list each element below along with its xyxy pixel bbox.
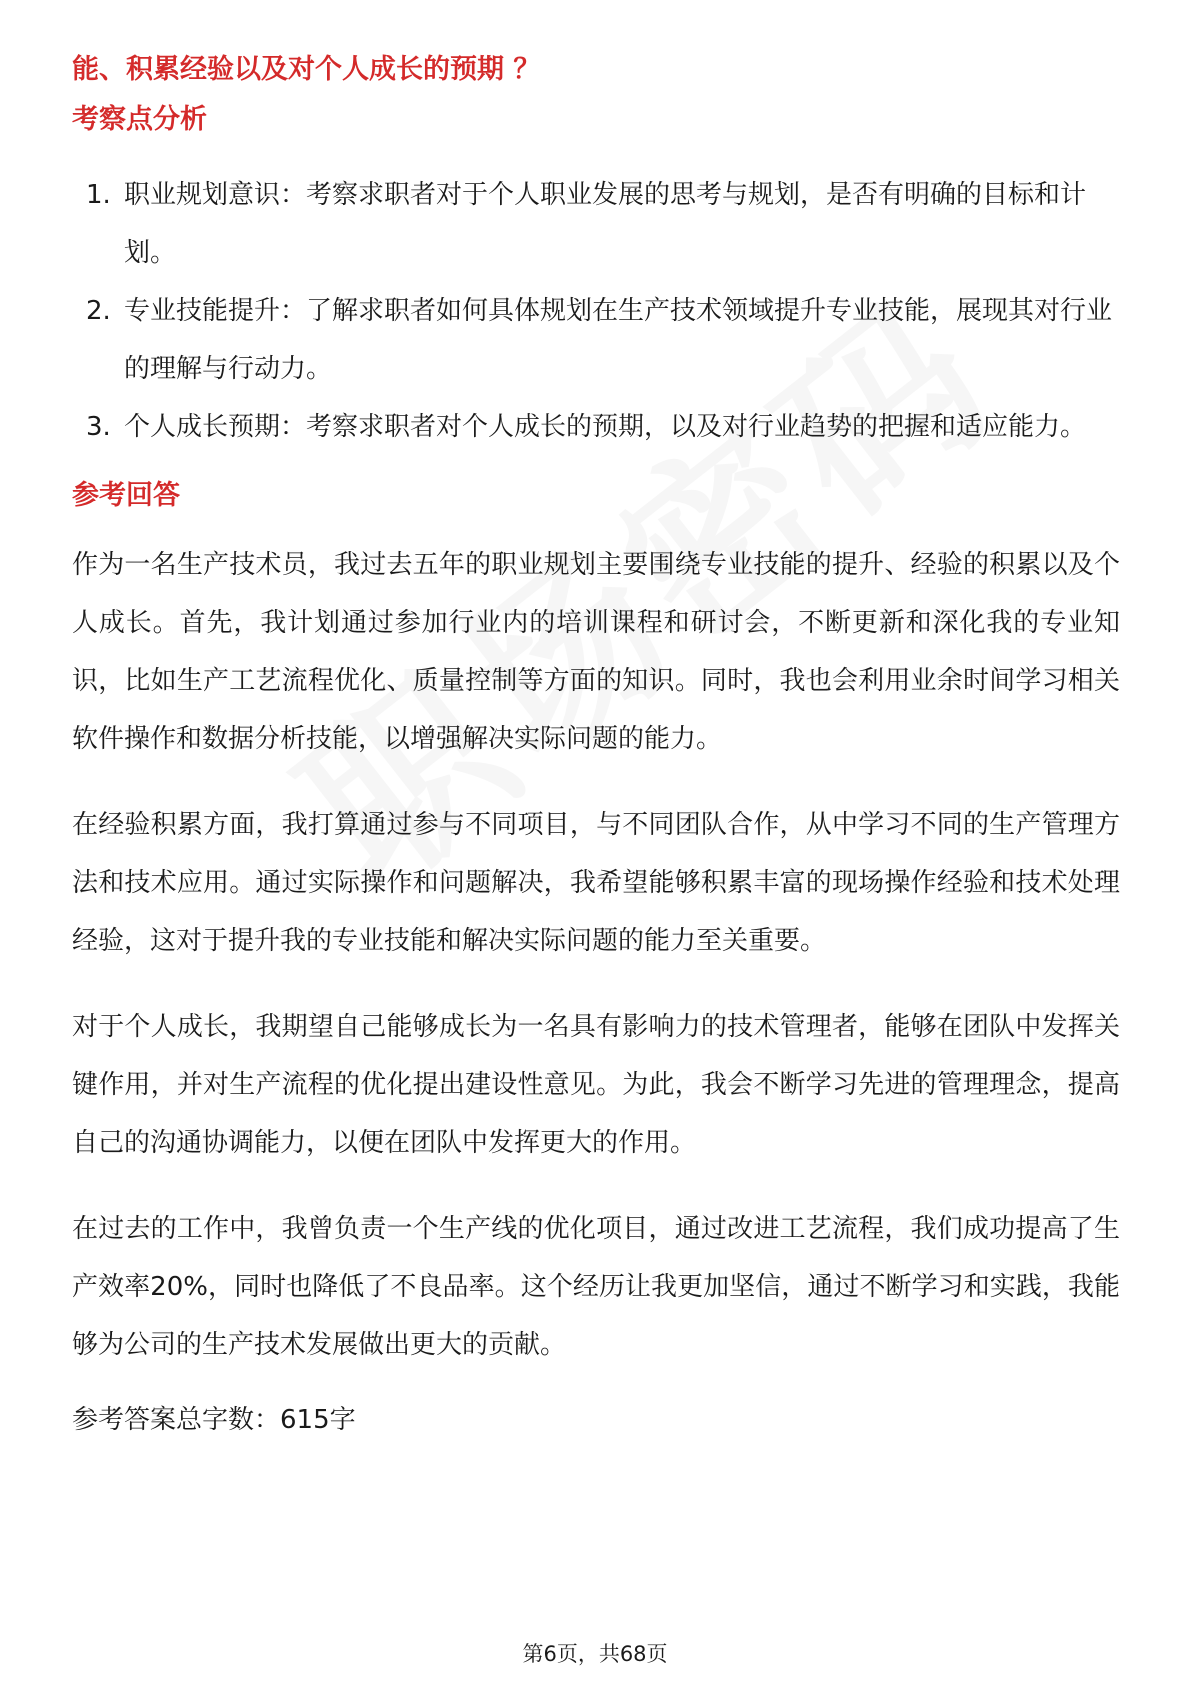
list-text: 个人成长预期：考察求职者对个人成长的预期，以及对行业趋势的把握和适应能力。 xyxy=(124,412,1087,442)
total-word-count: 参考答案总字数：615字 xyxy=(72,1405,356,1435)
list-number: 1. xyxy=(86,180,111,210)
list-item xyxy=(72,166,1120,282)
list-text: 专业技能提升：了解求职者如何具体规划在生产技术领域提升专业技能，展现其对行业的理解与行动力。 xyxy=(124,296,1113,384)
answer-paragraph: 在经验积累方面，我打算通过参与不同项目，与不同团队合作，从中学习不同的生产管理方法和技术应用。通过实际操作和问题解决，我希望能够积累丰富的现场操作经验和技术处理经验，这对于提升我的专业技能和解决实际问题的能力至关重要。 xyxy=(72,810,1120,956)
list-number: 2. xyxy=(86,296,111,326)
analysis-list xyxy=(72,166,1120,456)
answer-paragraph: 作为一名生产技术员，我过去五年的职业规划主要围绕专业技能的提升、经验的积累以及个人成长。首先，我计划通过参加行业内的培训课程和研讨会，不断更新和深化我的专业知识，比如生产工艺流程优化、质量控制等方面的知识。同时，我也会利用业余时间学习相关软件操作和数据分析技能，以增强解决实际问题的能力。 xyxy=(72,550,1120,754)
list-item xyxy=(72,398,1120,456)
analysis-title: 考察点分析 xyxy=(72,104,207,135)
list-item xyxy=(72,282,1120,398)
answer-paragraph: 对于个人成长，我期望自己能够成长为一名具有影响力的技术管理者，能够在团队中发挥关键作用，并对生产流程的优化提出建设性意见。为此，我会不断学习先进的管理理念，提高自己的沟通协调能力，以便在团队中发挥更大的作用。 xyxy=(72,1012,1120,1158)
page-footer: 第6页，共68页 xyxy=(522,1642,668,1666)
list-number: 3. xyxy=(86,412,111,442)
reference-title: 参考回答 xyxy=(72,480,180,511)
answer-paragraph: 在过去的工作中，我曾负责一个生产线的优化项目，通过改进工艺流程，我们成功提高了生产效率20%，同时也降低了不良品率。这个经历让我更加坚信，通过不断学习和实践，我能够为公司的生产技术发展做出更大的贡献。 xyxy=(72,1214,1120,1360)
list-text: 职业规划意识：考察求职者对于个人职业发展的思考与规划，是否有明确的目标和计划。 xyxy=(124,180,1087,268)
question-tail: 能、积累经验以及对个人成长的预期 ？ xyxy=(72,54,541,85)
document-page xyxy=(72,40,1120,1466)
